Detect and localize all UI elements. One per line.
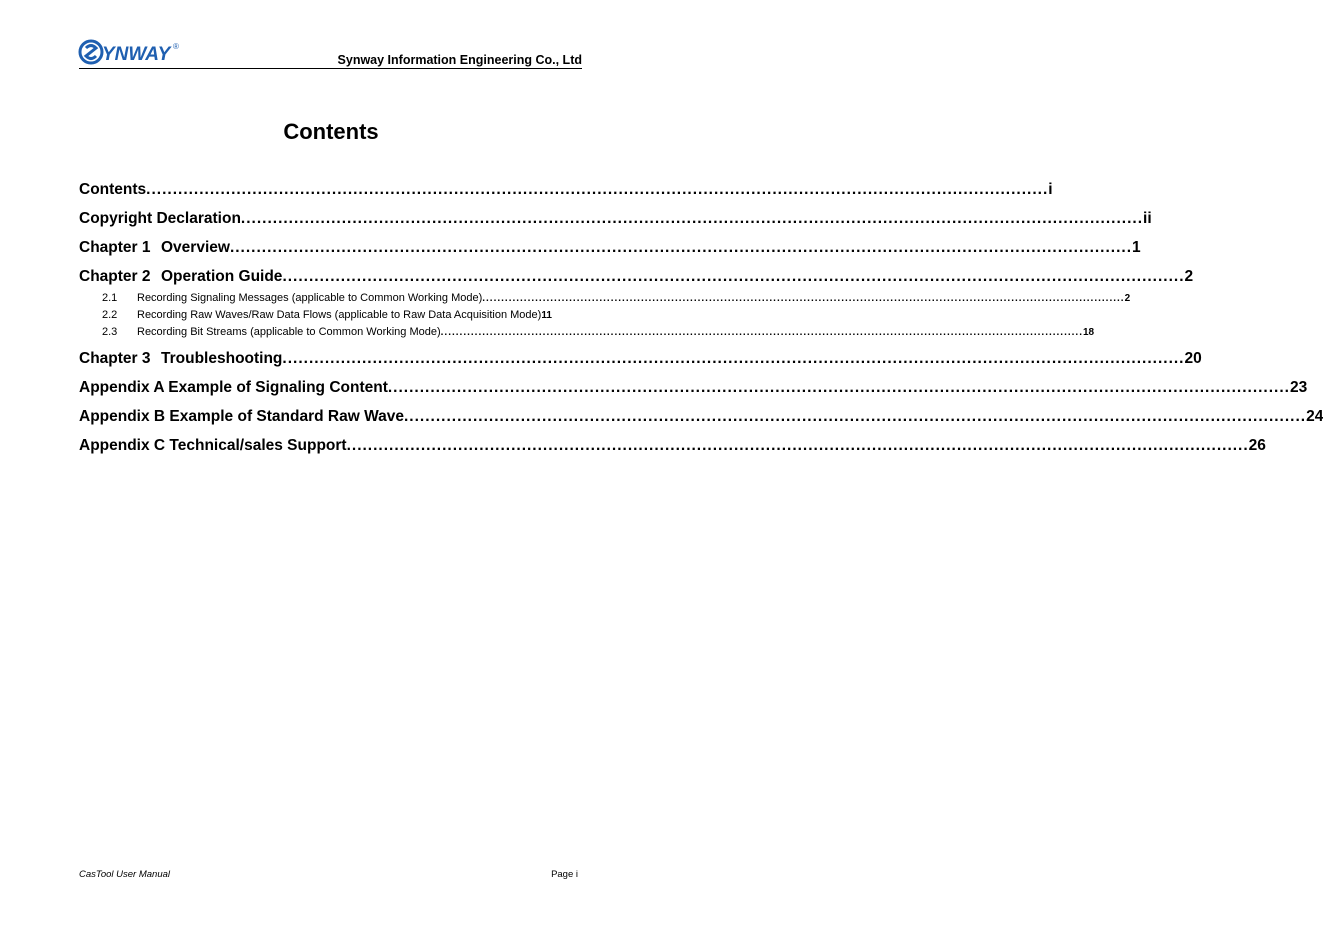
toc-entry-appendix-a[interactable]: Appendix A Example of Signaling Content .......................................................................................................................................................................... 23	[79, 379, 1308, 396]
toc-entry-chapter-2[interactable]: Chapter 2 Operation Guide .......................................................................................................................................................................... 2	[79, 268, 1194, 285]
svg-text:YNWAY: YNWAY	[102, 44, 171, 65]
table-of-contents	[79, 178, 1323, 463]
toc-entry-section-2-1[interactable]: 2.1 Recording Signaling Messages (applicable to Common Working Mode) .......................................................................................................................................................................... 2	[102, 292, 1131, 304]
toc-entry-copyright[interactable]: Copyright Declaration .......................................................................................................................................................................... ii	[79, 210, 1152, 227]
footer-page-number: Page i	[551, 869, 578, 880]
company-name: Synway Information Engineering Co., Ltd	[337, 53, 582, 67]
footer-manual-title: CasTool User Manual	[79, 869, 170, 880]
toc-entry-appendix-c[interactable]: Appendix C Technical/sales Support .......................................................................................................................................................................... 26	[79, 437, 1266, 454]
toc-entry-chapter-1[interactable]: Chapter 1 Overview .......................................................................................................................................................................... 1	[79, 239, 1141, 256]
svg-text:®: ®	[173, 42, 179, 51]
toc-entry-contents[interactable]: Contents .......................................................................................................................................................................... i	[79, 181, 1053, 198]
toc-entry-section-2-2[interactable]: 2.2 Recording Raw Waves/Raw Data Flows (applicable to Raw Data Acquisition Mode) 11	[102, 309, 552, 321]
synway-logo	[79, 38, 189, 66]
toc-entry-section-2-3[interactable]: 2.3 Recording Bit Streams (applicable to Common Working Mode) .......................................................................................................................................................................... 18	[102, 326, 1095, 338]
toc-entry-chapter-3[interactable]: Chapter 3 Troubleshooting .......................................................................................................................................................................... 20	[79, 350, 1202, 367]
toc-entry-appendix-b[interactable]: Appendix B Example of Standard Raw Wave .......................................................................................................................................................................... 24	[79, 408, 1323, 425]
header-rule	[79, 68, 582, 69]
page-title: Contents	[283, 119, 379, 144]
